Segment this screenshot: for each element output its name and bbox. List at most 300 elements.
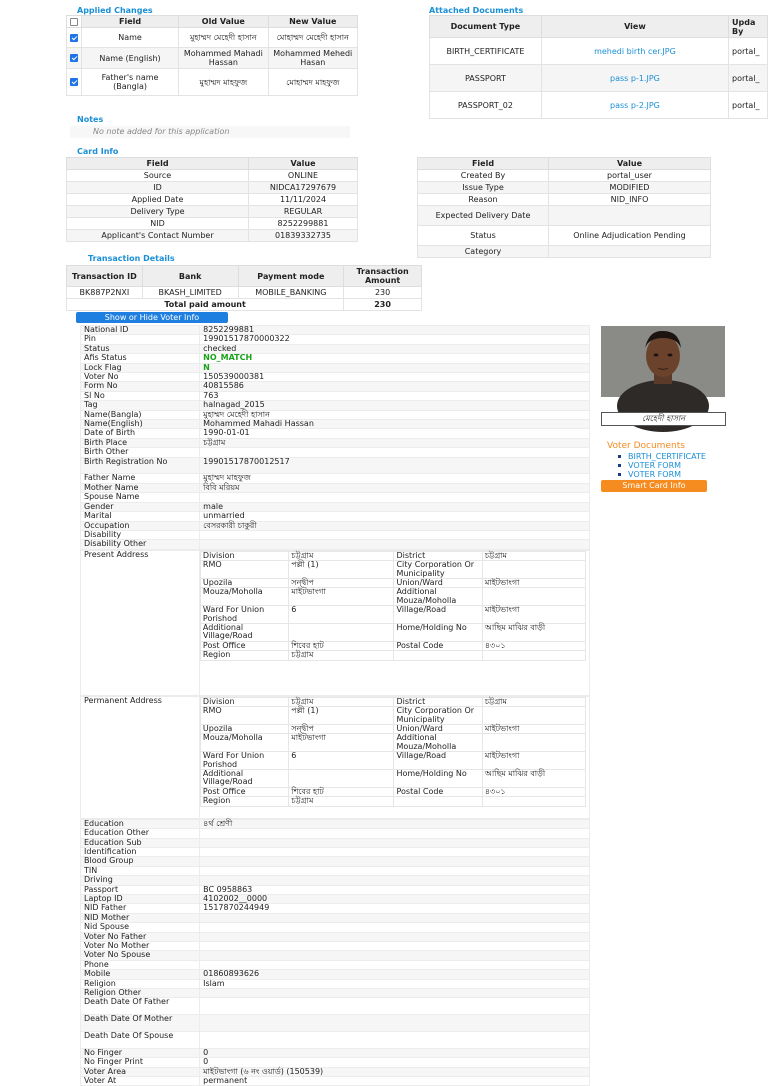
- notes-text: No note added for this application: [70, 126, 350, 138]
- voter-document-link[interactable]: BIRTH_CERTIFICATE: [614, 452, 706, 461]
- info-row: [81, 885, 590, 894]
- doc-view-link[interactable]: pass p-2.JPG: [541, 92, 728, 119]
- address-row: [200, 641, 585, 650]
- table-row: Reason NID_INFO: [418, 194, 711, 206]
- address-label: Home/Holding No: [394, 769, 482, 787]
- address-label: Ward For Union Porishod: [200, 606, 288, 624]
- info-row: [81, 512, 590, 521]
- address-value: চট্টগ্রাম: [289, 797, 394, 806]
- info-label: Death Date Of Father: [81, 998, 200, 1015]
- address-value: পল্লী (1): [289, 707, 394, 725]
- info-value: [200, 876, 590, 885]
- info-row: [81, 326, 590, 335]
- permanent-address-section: [80, 696, 590, 819]
- address-value: মাইটভাংগা: [289, 588, 394, 606]
- address-label: District: [394, 551, 482, 560]
- info-value: [200, 998, 590, 1015]
- address-value: [482, 797, 585, 806]
- address-label: District: [394, 697, 482, 706]
- info-label: Birth Registration No: [81, 457, 200, 474]
- address-label: [394, 651, 482, 660]
- doc-type-cell: PASSPORT_02: [430, 92, 542, 119]
- address-row: [200, 787, 585, 796]
- address-label: Division: [200, 697, 288, 706]
- voter-documents-title: Voter Documents: [607, 441, 685, 451]
- card-info-table-left: Field Value Source ONLINE ID NIDCA17297679 Applied Date 11/11/2024 Delivery Type REGULAR NID 8252299881 Applicant's Contact Number 01839332735: [66, 157, 358, 242]
- info-row: [81, 894, 590, 903]
- info-row: [81, 951, 590, 960]
- doc-view-link[interactable]: pass p-1.JPG: [541, 65, 728, 92]
- address-row: [200, 623, 585, 641]
- address-label: Additional Mouza/Moholla: [394, 734, 482, 752]
- info-value: 01860893626: [200, 970, 590, 979]
- doc-type-cell: BIRTH_CERTIFICATE: [430, 38, 542, 65]
- info-label: Marital: [81, 512, 200, 521]
- new-value-cell: মোহাম্মদ মেহেদী হাসান: [268, 28, 357, 48]
- old-value-cell: মুহাম্মদ মাহফুজ: [179, 69, 268, 96]
- info-value: [200, 857, 590, 866]
- info-label: Sl No: [81, 391, 200, 400]
- card-info-table-right: Field Value Created By portal_user Issue Type MODIFIED Reason NID_INFO Expected Delivery Date Status Online Adjudication Pending Category: [417, 157, 711, 258]
- info-label: Afis Status: [81, 354, 200, 363]
- voter-info-table-bottom: [80, 819, 590, 1086]
- doc-updated-by: portal_: [729, 38, 768, 65]
- info-label: Date of Birth: [81, 429, 200, 438]
- info-value: checked: [200, 344, 590, 353]
- info-label: Gender: [81, 502, 200, 511]
- address-value: চট্টগ্রাম: [482, 551, 585, 560]
- info-row: [81, 354, 590, 363]
- info-row: [81, 904, 590, 913]
- address-label: Union/Ward: [394, 724, 482, 733]
- address-value: শিবের হাট: [289, 641, 394, 650]
- info-row: [81, 847, 590, 856]
- address-label: City Corporation Or Municipality: [394, 707, 482, 725]
- address-label: City Corporation Or Municipality: [394, 561, 482, 579]
- notes-title: Notes: [77, 115, 104, 124]
- info-value: 40815586: [200, 382, 590, 391]
- address-label: Post Office: [200, 787, 288, 796]
- info-row: [81, 382, 590, 391]
- old-value-cell: Mohammed Mahadi Hassan: [179, 48, 268, 69]
- address-row: [200, 561, 585, 579]
- info-row: [81, 1048, 590, 1057]
- address-value: মাইটভাংগা: [482, 752, 585, 770]
- info-row: [81, 448, 590, 457]
- transaction-table: Transaction ID Bank Payment mode Transaction Amount BK887P2NXI BKASH_LIMITED MOBILE_BANKING 230 Total paid amount 230: [66, 265, 422, 311]
- col-field: Field: [82, 16, 179, 28]
- info-value: [200, 932, 590, 941]
- info-label: NID Mother: [81, 913, 200, 922]
- address-label: Additional Village/Road: [200, 769, 288, 787]
- address-label: Home/Holding No: [394, 623, 482, 641]
- doc-view-link[interactable]: mehedi birth cer.JPG: [541, 38, 728, 65]
- field-cell: Father's name (Bangla): [82, 69, 179, 96]
- address-value: আছিম মাঝির বাড়ী: [482, 623, 585, 641]
- info-row: [81, 923, 590, 932]
- row-checkbox[interactable]: [70, 78, 78, 86]
- address-value: ৪৩০১: [482, 787, 585, 796]
- info-value: [200, 530, 590, 539]
- col-new: New Value: [268, 16, 357, 28]
- address-value: আছিম মাঝির বাড়ী: [482, 769, 585, 787]
- info-label: Education: [81, 819, 200, 828]
- info-label: Disability: [81, 530, 200, 539]
- voter-document-link[interactable]: VOTER FORM: [614, 470, 706, 479]
- transaction-id: BK887P2NXI: [67, 287, 143, 299]
- info-value: 0: [200, 1058, 590, 1067]
- info-label: Education Sub: [81, 838, 200, 847]
- info-label: Voter No Mother: [81, 942, 200, 951]
- voter-document-link[interactable]: VOTER FORM: [614, 461, 706, 470]
- row-checkbox[interactable]: [70, 54, 78, 62]
- address-value: মাইটভাংগা: [482, 606, 585, 624]
- address-value: মাইটভাংগা: [482, 578, 585, 587]
- info-row: [81, 819, 590, 828]
- present-address-label: Present Address: [81, 550, 200, 695]
- info-row: [81, 998, 590, 1015]
- info-row: [81, 344, 590, 353]
- address-value: সন্দ্বীপ: [289, 724, 394, 733]
- present-address-section: [80, 550, 590, 696]
- info-value: [200, 847, 590, 856]
- info-row: [81, 866, 590, 875]
- doc-updated-by: portal_: [729, 92, 768, 119]
- address-label: Mouza/Moholla: [200, 588, 288, 606]
- info-row: [81, 1077, 590, 1086]
- table-row: Issue Type MODIFIED: [418, 182, 711, 194]
- info-value: halnagad_2015: [200, 401, 590, 410]
- info-value: মুহাম্মদ মেহেদী হাসান: [200, 410, 590, 419]
- address-value: শিবের হাট: [289, 787, 394, 796]
- address-label: RMO: [200, 561, 288, 579]
- info-row: [81, 1032, 590, 1049]
- address-row: [200, 551, 585, 560]
- info-row: [81, 521, 590, 530]
- col-old: Old Value: [179, 16, 268, 28]
- info-value: [200, 989, 590, 998]
- transaction-bank: BKASH_LIMITED: [142, 287, 238, 299]
- transaction-amount: 230: [344, 287, 422, 299]
- new-value-cell: মোহাম্মদ মাহফুজ: [268, 69, 357, 96]
- info-row: [81, 540, 590, 549]
- table-row: [67, 287, 422, 299]
- info-label: Religion Other: [81, 989, 200, 998]
- address-label: Postal Code: [394, 641, 482, 650]
- info-value: 4102002__0000: [200, 894, 590, 903]
- info-label: NID Father: [81, 904, 200, 913]
- info-value: NO_MATCH: [200, 354, 590, 363]
- address-value: [482, 707, 585, 725]
- info-label: Voter No Father: [81, 932, 200, 941]
- info-label: Voter No: [81, 373, 200, 382]
- info-label: Nid Spouse: [81, 923, 200, 932]
- address-value: ৪৩০১: [482, 641, 585, 650]
- toggle-voter-info-button[interactable]: Show or Hide Voter Info: [76, 312, 228, 323]
- address-value: [482, 588, 585, 606]
- applied-changes-table: [66, 15, 358, 96]
- old-value-cell: মুহাম্মদ মেহেদী হাসান: [179, 28, 268, 48]
- card-info-title: Card Info: [77, 147, 119, 156]
- info-label: Name(English): [81, 420, 200, 429]
- address-value: 6: [289, 606, 394, 624]
- address-label: Upozila: [200, 578, 288, 587]
- doc-type-cell: PASSPORT: [430, 65, 542, 92]
- table-row: [67, 69, 358, 96]
- address-value: মাইটভাংগা: [482, 724, 585, 733]
- select-all-checkbox[interactable]: [70, 18, 78, 26]
- address-row: [200, 651, 585, 660]
- address-label: Division: [200, 551, 288, 560]
- info-row: [81, 483, 590, 492]
- present-address-table: [200, 551, 586, 661]
- info-label: Voter At: [81, 1077, 200, 1086]
- new-value-cell: Mohammed Mehedi Hasan: [268, 48, 357, 69]
- info-label: TIN: [81, 866, 200, 875]
- info-value: 150539000381: [200, 373, 590, 382]
- address-value: মাইটভাংগা: [289, 734, 394, 752]
- address-label: Postal Code: [394, 787, 482, 796]
- signature-image: মেহেদী হাসান: [601, 412, 726, 426]
- info-label: Religion: [81, 979, 200, 988]
- info-value: চট্টগ্রাম: [200, 438, 590, 447]
- info-value: Islam: [200, 979, 590, 988]
- info-label: Disability Other: [81, 540, 200, 549]
- info-value: [200, 866, 590, 875]
- smart-card-info-button[interactable]: Smart Card Info: [601, 480, 707, 492]
- info-value: [200, 1032, 590, 1049]
- address-label: Upozila: [200, 724, 288, 733]
- info-label: Lock Flag: [81, 363, 200, 372]
- info-label: National ID: [81, 326, 200, 335]
- info-label: Death Date Of Spouse: [81, 1032, 200, 1049]
- info-value: মাইটভাংগা (৬ নং ওয়ার্ড) (150539): [200, 1067, 590, 1076]
- info-label: Tag: [81, 401, 200, 410]
- address-value: [289, 769, 394, 787]
- table-row: Source ONLINE: [67, 170, 358, 182]
- total-row: [67, 299, 422, 311]
- info-row: [81, 429, 590, 438]
- info-row: [81, 979, 590, 988]
- info-row: [81, 493, 590, 502]
- attached-documents-table: [429, 15, 768, 119]
- row-checkbox[interactable]: [70, 34, 78, 42]
- info-label: Status: [81, 344, 200, 353]
- address-label: Region: [200, 797, 288, 806]
- address-value: [482, 561, 585, 579]
- info-value: unmarried: [200, 512, 590, 521]
- info-value: 0: [200, 1048, 590, 1057]
- address-row: [200, 769, 585, 787]
- info-label: Spouse Name: [81, 493, 200, 502]
- info-row: [81, 474, 590, 483]
- address-label: Post Office: [200, 641, 288, 650]
- table-row: [67, 28, 358, 48]
- info-value: [200, 942, 590, 951]
- address-value: সন্দ্বীপ: [289, 578, 394, 587]
- transaction-details-title: Transaction Details: [88, 254, 175, 263]
- info-label: Blood Group: [81, 857, 200, 866]
- info-label: Father Name: [81, 474, 200, 483]
- info-row: [81, 857, 590, 866]
- info-label: Mobile: [81, 970, 200, 979]
- info-row: [81, 960, 590, 969]
- address-label: Additional Village/Road: [200, 623, 288, 641]
- info-label: No Finger Print: [81, 1058, 200, 1067]
- info-value: permanent: [200, 1077, 590, 1086]
- address-value: [482, 651, 585, 660]
- voter-photo: [601, 326, 725, 397]
- info-row: [81, 942, 590, 951]
- table-row: [67, 48, 358, 69]
- address-value: [482, 734, 585, 752]
- info-row: [81, 502, 590, 511]
- info-row: [81, 932, 590, 941]
- info-row: [81, 876, 590, 885]
- voter-info-panel: [80, 325, 590, 1086]
- address-value: চট্টগ্রাম: [482, 697, 585, 706]
- info-row: [81, 829, 590, 838]
- permanent-address-label: Permanent Address: [81, 696, 200, 818]
- info-row: [81, 838, 590, 847]
- info-label: Birth Other: [81, 448, 200, 457]
- info-value: [200, 951, 590, 960]
- permanent-address-table: [200, 697, 586, 807]
- info-label: Name(Bangla): [81, 410, 200, 419]
- info-value: Mohammed Mahadi Hassan: [200, 420, 590, 429]
- info-value: [200, 540, 590, 549]
- info-value: 8252299881: [200, 326, 590, 335]
- table-row: [430, 38, 768, 65]
- address-label: Additional Mouza/Moholla: [394, 588, 482, 606]
- info-row: [81, 1015, 590, 1032]
- attached-documents-title: Attached Documents: [429, 6, 524, 15]
- info-label: Phone: [81, 960, 200, 969]
- info-label: Voter No Spouse: [81, 951, 200, 960]
- address-row: [200, 752, 585, 770]
- info-row: [81, 401, 590, 410]
- info-row: [81, 438, 590, 447]
- address-row: [200, 606, 585, 624]
- info-value: [200, 923, 590, 932]
- info-row: [81, 363, 590, 372]
- info-value: 1517870244949: [200, 904, 590, 913]
- address-label: Mouza/Moholla: [200, 734, 288, 752]
- info-row: [81, 335, 590, 344]
- select-all-cell[interactable]: [67, 16, 82, 28]
- voter-documents-list: [614, 452, 706, 479]
- info-label: Driving: [81, 876, 200, 885]
- address-label: RMO: [200, 707, 288, 725]
- info-label: Pin: [81, 335, 200, 344]
- address-row: [200, 707, 585, 725]
- info-value: 19901517870012517: [200, 457, 590, 474]
- table-row: Created By portal_user: [418, 170, 711, 182]
- info-value: মুহাম্মদ মাহফুজ: [200, 474, 590, 483]
- info-value: [200, 829, 590, 838]
- info-row: [81, 391, 590, 400]
- info-row: [81, 913, 590, 922]
- voter-info-table-top: [80, 325, 590, 550]
- table-row: NID 8252299881: [67, 218, 358, 230]
- address-row: [200, 797, 585, 806]
- address-row: [200, 588, 585, 606]
- info-row: [81, 1067, 590, 1076]
- address-value: 6: [289, 752, 394, 770]
- address-label: Village/Road: [394, 606, 482, 624]
- info-label: No Finger: [81, 1048, 200, 1057]
- address-label: Ward For Union Porishod: [200, 752, 288, 770]
- table-row: Status Online Adjudication Pending: [418, 226, 711, 246]
- info-label: Passport: [81, 885, 200, 894]
- info-value: বেসরকারী চাকুরী: [200, 521, 590, 530]
- address-value: চট্টগ্রাম: [289, 697, 394, 706]
- info-value: 763: [200, 391, 590, 400]
- info-value: [200, 493, 590, 502]
- info-row: [81, 1058, 590, 1067]
- address-row: [200, 697, 585, 706]
- doc-updated-by: portal_: [729, 65, 768, 92]
- address-value: [289, 623, 394, 641]
- address-label: [394, 797, 482, 806]
- info-value: 19901517870000322: [200, 335, 590, 344]
- info-value: 1990-01-01: [200, 429, 590, 438]
- table-row: [430, 65, 768, 92]
- field-cell: Name (English): [82, 48, 179, 69]
- table-row: [430, 92, 768, 119]
- col-updated-by: Upda By: [729, 16, 768, 38]
- address-label: Village/Road: [394, 752, 482, 770]
- info-label: Identification: [81, 847, 200, 856]
- address-value: পল্লী (1): [289, 561, 394, 579]
- address-value: চট্টগ্রাম: [289, 551, 394, 560]
- info-label: Laptop ID: [81, 894, 200, 903]
- info-value: [200, 913, 590, 922]
- info-row: [81, 373, 590, 382]
- info-label: Occupation: [81, 521, 200, 530]
- info-row: [81, 410, 590, 419]
- info-row: [81, 970, 590, 979]
- field-cell: Name: [82, 28, 179, 48]
- address-label: Union/Ward: [394, 578, 482, 587]
- info-label: Voter Area: [81, 1067, 200, 1076]
- info-label: Birth Place: [81, 438, 200, 447]
- total-label: Total paid amount: [67, 299, 344, 311]
- info-label: Mother Name: [81, 483, 200, 492]
- info-value: [200, 1015, 590, 1032]
- info-label: Form No: [81, 382, 200, 391]
- info-value: বিবি মরিয়ম: [200, 483, 590, 492]
- info-row: [81, 530, 590, 539]
- address-value: চট্টগ্রাম: [289, 651, 394, 660]
- info-value: [200, 448, 590, 457]
- info-row: [81, 457, 590, 474]
- info-label: Death Date Of Mother: [81, 1015, 200, 1032]
- table-row: Delivery Type REGULAR: [67, 206, 358, 218]
- table-row: Applied Date 11/11/2024: [67, 194, 358, 206]
- info-value: ৪র্থ শ্রেণী: [200, 819, 590, 828]
- applied-changes-title: Applied Changes: [77, 6, 153, 15]
- info-label: Education Other: [81, 829, 200, 838]
- info-value: N: [200, 363, 590, 372]
- info-value: [200, 838, 590, 847]
- info-value: male: [200, 502, 590, 511]
- info-row: [81, 420, 590, 429]
- col-document-type: Document Type: [430, 16, 542, 38]
- total-amount: 230: [344, 299, 422, 311]
- table-row: Applicant's Contact Number 01839332735: [67, 230, 358, 242]
- transaction-mode: MOBILE_BANKING: [238, 287, 344, 299]
